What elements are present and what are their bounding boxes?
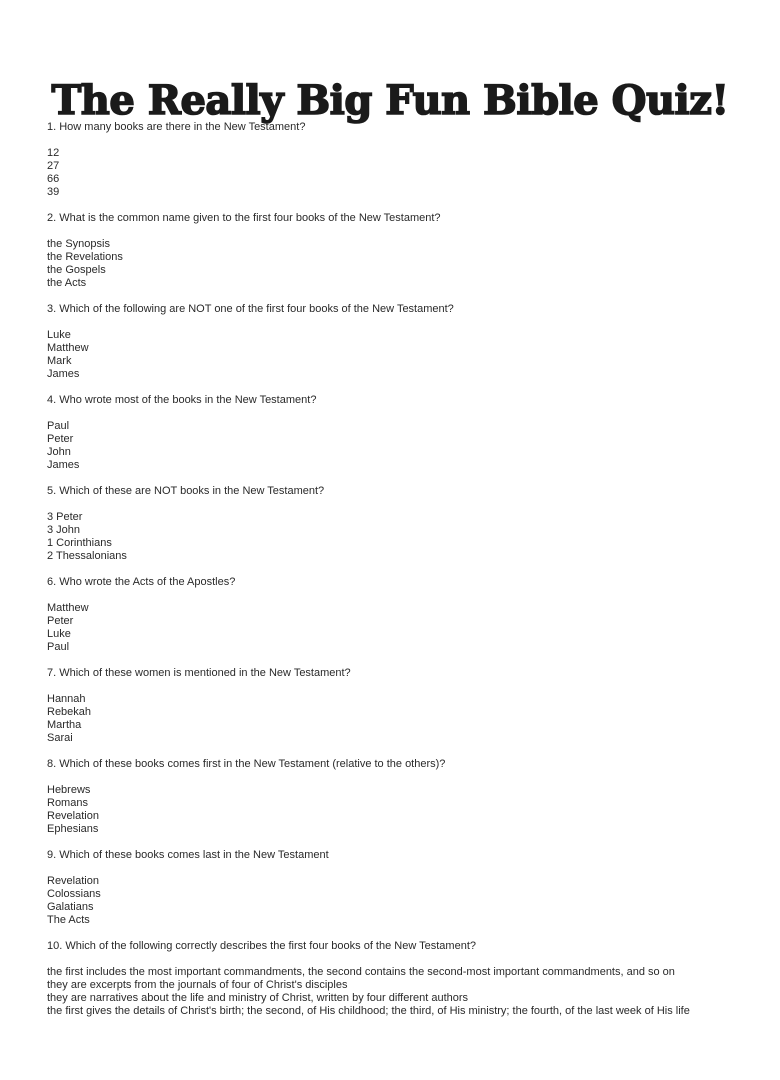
question-block-5	[47, 485, 767, 576]
answer-option: 39	[47, 186, 60, 198]
question-text: 3. Which of the following are NOT one of the first four books of the New Testament?	[47, 303, 454, 315]
answer-list	[47, 966, 767, 1018]
answer-option: 3 John	[47, 524, 81, 536]
quiz-body	[47, 121, 767, 1018]
answer-list	[47, 147, 767, 199]
answer-option: Hannah	[47, 693, 86, 705]
answer-list	[47, 875, 767, 927]
answer-option: Paul	[47, 641, 70, 653]
answer-option: they are narratives about the life and ministry of Christ, written by four different authors	[47, 992, 469, 1004]
answer-list	[47, 420, 767, 472]
answer-list	[47, 329, 767, 381]
question-block-4	[47, 394, 767, 485]
answer-option: John	[47, 446, 71, 458]
question-text: 10. Which of the following correctly describes the first four books of the New Testament?	[47, 940, 476, 952]
answer-option: the Synopsis	[47, 238, 110, 250]
answer-option: the Acts	[47, 277, 87, 289]
answer-option: 27	[47, 160, 60, 172]
question-block-10	[47, 940, 767, 1018]
answer-list	[47, 238, 767, 290]
answer-option: Peter	[47, 433, 74, 445]
quiz-title: The Really Big Fun Bible Quiz!	[51, 76, 729, 124]
answer-option: the Gospels	[47, 264, 106, 276]
answer-option: Revelation	[47, 875, 99, 887]
answer-option: 12	[47, 147, 60, 159]
answer-option: they are excerpts from the journals of four of Christ's disciples	[47, 979, 348, 991]
answer-option: Revelation	[47, 810, 99, 822]
answer-option: the first includes the most important commandments, the second contains the second-most important commandments, and so on	[47, 966, 675, 978]
answer-option: Sarai	[47, 732, 73, 744]
question-text: 1. How many books are there in the New Testament?	[47, 121, 306, 133]
answer-option: Colossians	[47, 888, 101, 900]
answer-option: Matthew	[47, 602, 89, 614]
answer-list	[47, 693, 767, 745]
answer-option: 2 Thessalonians	[47, 550, 127, 562]
question-text: 8. Which of these books comes first in the New Testament (relative to the others)?	[47, 758, 446, 770]
question-block-1	[47, 121, 767, 212]
question-text: 5. Which of these are NOT books in the New Testament?	[47, 485, 325, 497]
answer-option: Mark	[47, 355, 72, 367]
question-text: 7. Which of these women is mentioned in the New Testament?	[47, 667, 351, 679]
question-text: 4. Who wrote most of the books in the New Testament?	[47, 394, 317, 406]
answer-option: Martha	[47, 719, 82, 731]
question-text: 9. Which of these books comes last in the New Testament	[47, 849, 329, 861]
question-block-3	[47, 303, 767, 394]
answer-option: Hebrews	[47, 784, 91, 796]
question-text: 2. What is the common name given to the first four books of the New Testament?	[47, 212, 441, 224]
answer-option: the Revelations	[47, 251, 123, 263]
answer-option: 1 Corinthians	[47, 537, 112, 549]
answer-option: The Acts	[47, 914, 90, 926]
answer-option: the first gives the details of Christ's birth; the second, of His childhood; the third, of His ministry; the fourth, of the last week of His life	[47, 1005, 690, 1017]
answer-option: Matthew	[47, 342, 89, 354]
answer-option: Ephesians	[47, 823, 99, 835]
question-text: 6. Who wrote the Acts of the Apostles?	[47, 576, 236, 588]
answer-option: 3 Peter	[47, 511, 83, 523]
answer-option: 66	[47, 173, 60, 185]
question-block-2	[47, 212, 767, 303]
answer-option: James	[47, 368, 80, 380]
answer-option: Galatians	[47, 901, 94, 913]
question-block-6	[47, 576, 767, 667]
answer-list	[47, 602, 767, 654]
question-block-9	[47, 849, 767, 940]
question-block-8	[47, 758, 767, 849]
answer-option: James	[47, 459, 80, 471]
answer-list	[47, 511, 767, 563]
answer-option: Romans	[47, 797, 88, 809]
question-block-7	[47, 667, 767, 758]
answer-option: Luke	[47, 329, 71, 341]
answer-option: Rebekah	[47, 706, 92, 718]
answer-option: Luke	[47, 628, 71, 640]
answer-option: Paul	[47, 420, 70, 432]
answer-list	[47, 784, 767, 836]
answer-option: Peter	[47, 615, 74, 627]
